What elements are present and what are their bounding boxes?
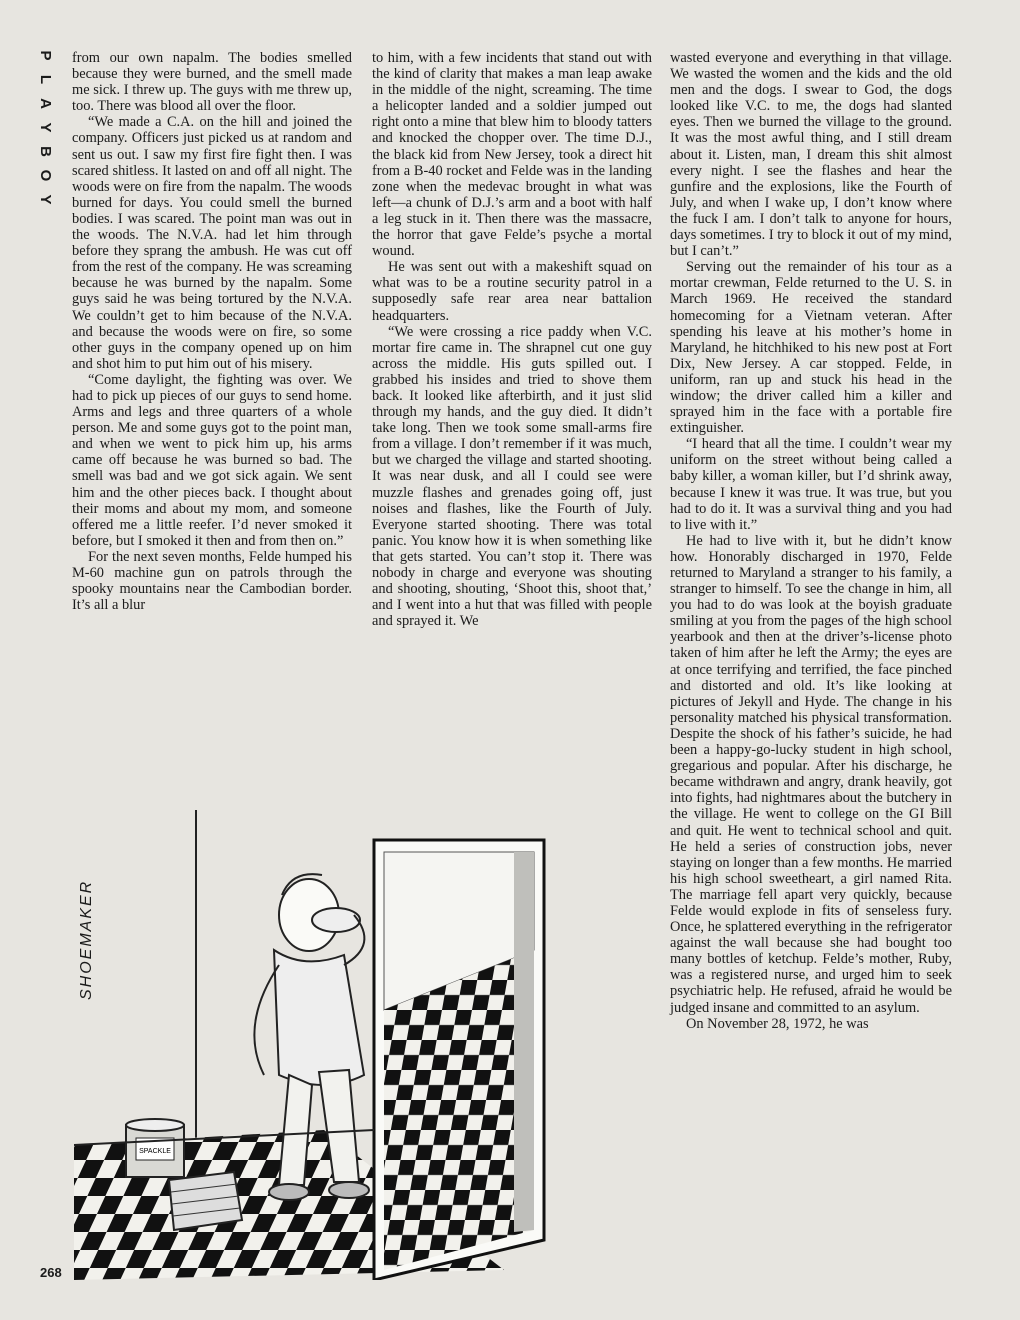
sidebar-letter: A: [37, 98, 54, 110]
paragraph: Serving out the remainder of his tour as a mortar crewman, Felde returned to the U. S. in March 1969. He received the standard homecoming for a Vietnam veteran. After spending his leave at his mother’s home in Maryland, he hitchhiked to his new post at Fort Dix, New Jersey. A car stopped. Felde, in uniform, ran up and stuck his head in the window; the driver called him a killer and sprayed him in the face with a portable fire extinguisher.: [670, 259, 952, 437]
tile-stack: [169, 1172, 242, 1230]
paint-bucket: [126, 1119, 184, 1177]
paragraph: “Come daylight, the fighting was over. We had to pick up pieces of our guys to send home. Arms and legs and three quarters of a whole person. Me and some guys got to the point man, and when we went to pick him up, his arms came off because he was burned so bad. The smell was bad and we got sick again. We sent him and the other pieces back. I thought about their moms and about my mom, and someone offered me a little reefer. I’d never smoked it before, but I smoked it then and from then on.”: [72, 371, 352, 549]
paragraph: “We made a C.A. on the hill and joined the company. Officers just picked us at random and sent us out. I saw my first fire fight then. I was scared shitless. It lasted on and off all night. The woods were on fire from the napalm. The woods burned for days. You could smell the burned bodies. I was scared. The point man was out in the woods. The N.V.A. had let him through before they sprang the ambush. He was cut off from the rest of the company. He was screaming because he was burned by the napalm. Some guys said he was being tortured by the N.V.A. We couldn’t get to him because of the N.V.A. and because the woods were on fire, so some other guys in the company opened up on him and shot him to put him out of his misery.: [72, 114, 352, 372]
artist-signature: SHOEMAKER: [78, 879, 95, 1000]
paragraph: He had to live with it, but he didn’t know how. Honorably discharged in 1970, Felde returned to Maryland a stranger to his family, a stranger to himself. To see the change in him, all you had to do was look at the boyish graduate smiling at you from the pages of the high school yearbook and then at the driver’s-license photo taken of him after he left the Army; the eyes are at once terrifying and terrified, the face pinched and distorted and old. It’s like looking at pictures of Jekyll and Hyde. The change in his personality matched his physical transformation. Despite the shock of his father’s suicide, he had been a happy-go-lucky student in high school, gregarious and popular. After his discharge, he became withdrawn and angry, drank heavily, got into fights, had nightmares about the butchery in the village. He went to college on the GI Bill and quit. He went to technical school and quit. He held a series of construction jobs, never staying on longer than a few months. He married his high school sweetheart, a girl named Rita. The marriage fell apart very quickly, because Felde would explode in fits of senseless fury. Once, he splattered everything in the refrigerator against the wall because she had bought too many bottles of ketchup. Felde’s mother, Ruby, was a registered nurse, and urged him to seek psychiatric help. He refused, afraid he would be judged insane and committed to an asylum.: [670, 532, 952, 1016]
text-column-3: [670, 50, 952, 1032]
paragraph: wasted everyone and everything in that village. We wasted the women and the kids and the old men and the dogs. I swear to God, the dogs looked like V.C. to me, the dogs had slanted eyes. Then we burned the village to the ground. It was the most awful thing, and I still dream about it. Listen, man, I dream this shit almost every night. I see the flashes and hear the gunfire and the explosions, like the Fourth of July, and when I wake up, I don’t know where the fuck I am. I don’t talk to anyone for hours, days sometimes. I try to block it out of my mind, but I can’t.”: [670, 50, 952, 260]
magazine-sidebar: [33, 44, 53, 212]
text-column-2: [372, 50, 652, 629]
bucket-label: SPACKLE: [139, 1148, 171, 1155]
paragraph: For the next seven months, Felde humped his M-60 machine gun on patrols through the spooky mountains near the Cambodian border. It’s all a blur: [72, 548, 352, 614]
sidebar-letter: L: [37, 74, 54, 86]
sidebar-letter: B: [37, 146, 54, 158]
paragraph: “We were crossing a rice paddy when V.C. mortar fire came in. The shrapnel cut one guy across the middle. His guts spilled out. I grabbed his insides and tried to shove them back. It looked like afterbirth, and it just slid through my hands, and the guy died. It didn’t take long. Then we took some small-arms fire from a village. I don’t remember if it was much, but we charged the village and started shooting. It was near dusk, and all I could see were muzzle flashes and grenades going off, just noises and flashes, like the Fourth of July. Everyone started shooting. There was total panic. You know how it is when something like that gets started. You can’t stop it. There was nobody in charge and everyone was shouting and shooting, shouting, ‘Shoot this, shoot that,’ and I went into a hut that was filled with people and sprayed it. We: [372, 323, 652, 630]
paragraph: to him, with a few incidents that stand out with the kind of clarity that makes a man leap awake in the middle of the night, screaming. The time a helicopter landed and a soldier jumped out right onto a mine that blew him to bloody tatters and knocked the chopper over. The time D.J., the black kid from New Jersey, took a direct hit from a B-40 rocket and Felde was in the landing zone when the medevac brought in what was left—a chunk of D.J.’s arm and a boot with half a leg stuck in it. Then there was the massacre, the horror that gave Felde’s psyche a mortal wound.: [372, 50, 652, 260]
cartoon-illustration: [74, 800, 666, 1280]
paragraph: He was sent out with a makeshift squad on what was to be a routine security patrol in a supposedly safe rear area near battalion headquarters.: [372, 259, 652, 324]
sidebar-letter: Y: [37, 122, 54, 134]
sidebar-letter: O: [37, 169, 54, 183]
page-number: 268: [40, 1265, 62, 1280]
sidebar-letter: P: [37, 50, 54, 62]
paragraph: from our own napalm. The bodies smelled because they were burned, and the smell made me sick. I threw up. The guys with me threw up, too. There was blood all over the floor.: [72, 50, 352, 115]
text-column-1: [72, 50, 352, 613]
paragraph: “I heard that all the time. I couldn’t wear my uniform on the street without being called a baby killer, a woman killer, but I’d shrink away, because I knew it was true. It was true, but you had to do it. It was a survival thing and you had to live with it.”: [670, 436, 952, 533]
sidebar-letter: Y: [37, 194, 54, 206]
paragraph: On November 28, 1972, he was: [686, 1015, 869, 1032]
